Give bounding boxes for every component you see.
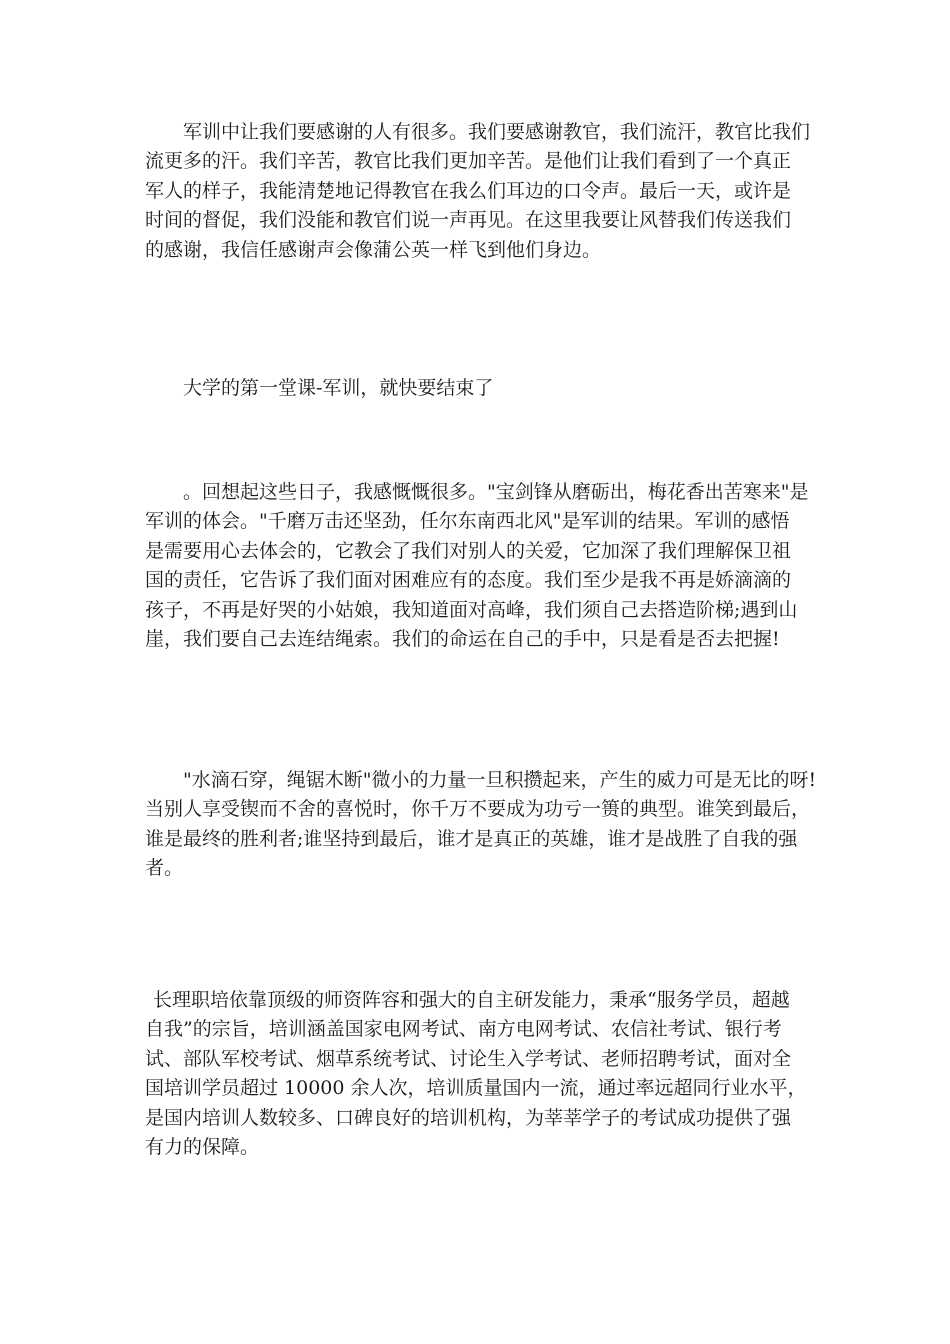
text-line: 是需要用心去体会的，它教会了我们对别人的关爱，它加深了我们理解保卫祖	[145, 539, 792, 562]
text-line: 孩子，不再是好哭的小姑娘，我知道面对高峰，我们须自己去搭造阶梯;遇到山	[145, 598, 798, 621]
text-line: 流更多的汗。我们辛苦，教官比我们更加辛苦。是他们让我们看到了一个真正	[145, 150, 792, 173]
text-line: 者。	[145, 857, 184, 880]
text-line: 国的责任，它告诉了我们面对困难应有的态度。我们至少是我不再是娇滴滴的	[145, 569, 792, 592]
paragraph-heading-line	[145, 374, 810, 403]
text-line: 军人的样子，我能清楚地记得教官在我么们耳边的口令声。最后一天，或许是	[145, 179, 792, 202]
paragraph-training-ad	[145, 986, 810, 1162]
text-line: 有力的保障。	[145, 1136, 260, 1159]
text-line: 国培训学员超过 10000 余人次，培训质量国内一流，通过率远超同行业水平，	[145, 1077, 807, 1100]
text-line: 崖，我们要自己去连结绳索。我们的命运在自己的手中，只是看是否去把握!	[145, 628, 780, 651]
text-line: "水滴石穿，绳锯木断"微小的力量一旦积攒起来，产生的威力可是无比的呀!	[183, 769, 817, 791]
text-line: 时间的督促，我们没能和教官们说一声再见。在这里我要让风替我们传送我们	[145, 209, 792, 232]
text-line: 当别人享受锲而不舍的喜悦时，你千万不要成为功亏一篑的典型。谁笑到最后，	[145, 798, 811, 821]
text-line: 。回想起这些日子，我感慨慨很多。"宝剑锋从磨砺出，梅花香出苦寒来"是	[183, 481, 809, 503]
text-line: 大学的第一堂课-军训，就快要结束了	[183, 377, 494, 399]
text-line: 军训的体会。"千磨万击还坚劲，任尔东南西北风"是军训的结果。军训的感悟	[145, 510, 790, 533]
text-line: 的感谢，我信任感谢声会像蒲公英一样飞到他们身边。	[145, 238, 602, 261]
paragraph-thanks-instructors	[145, 118, 810, 265]
text-line: 自我”的宗旨，培训涵盖国家电网考试、南方电网考试、农信社考试、银行考	[145, 1018, 782, 1041]
text-line: 是国内培训人数较多、口碑良好的培训机构，为莘莘学子的考试成功提供了强	[145, 1106, 792, 1129]
paragraph-perseverance	[145, 766, 817, 884]
paragraph-reflection	[145, 478, 810, 654]
text-line: 军训中让我们要感谢的人有很多。我们要感谢教官，我们流汗，教官比我们	[183, 121, 811, 143]
text-line: 试、部队军校考试、烟草系统考试、讨论生入学考试、老师招聘考试，面对全	[145, 1047, 792, 1070]
text-line: 长理职培依靠顶级的师资阵容和强大的自主研发能力，秉承“服务学员，超越	[153, 989, 790, 1011]
text-line: 谁是最终的胜利者;谁坚持到最后，谁才是真正的英雄，谁才是战胜了自我的强	[145, 827, 798, 850]
